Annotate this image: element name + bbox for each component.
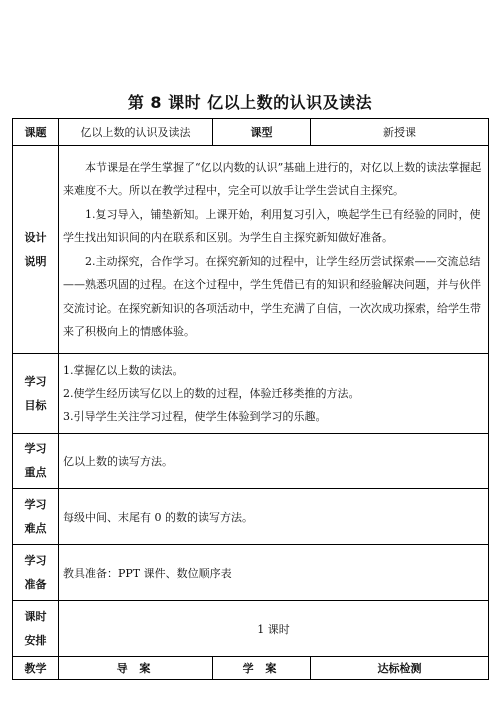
difficulties-row — [13, 489, 489, 545]
goals-content — [59, 354, 489, 434]
footer-study-plan: 学 案 — [213, 657, 311, 680]
lesson-plan-table — [12, 118, 489, 680]
difficulties-label — [13, 489, 59, 545]
schedule-label — [13, 601, 59, 657]
design-paragraph: 本节课是在学生掌握了“亿以内数的认识”基础上进行的，对亿以上数的读法掌握起来难度不大。所以在教学过程中，完全可以放手让学生尝试自主探究。 — [63, 160, 482, 197]
goals-label-line1: 学习 — [24, 374, 47, 388]
design-row — [13, 146, 489, 354]
key-points-label-line2: 重点 — [24, 466, 47, 479]
footer-assessment: 达标检测 — [311, 657, 489, 680]
preparation-label — [13, 545, 59, 601]
goal-item: 1.掌握亿以上数的读法。 — [63, 364, 184, 377]
goals-label — [13, 354, 59, 434]
design-label — [13, 146, 59, 354]
topic-value: 亿以上数的认识及读法 — [59, 119, 213, 146]
key-points-label — [13, 434, 59, 489]
preparation-label-line2: 准备 — [24, 577, 47, 591]
footer-row — [13, 657, 489, 680]
difficulties-label-line1: 学习 — [24, 497, 47, 511]
key-points-text: 亿以上数的读写方法。 — [59, 434, 489, 489]
design-content — [59, 146, 489, 354]
page-title: 第 8 课时 亿以上数的认识及读法 — [127, 93, 373, 112]
goals-label-line2: 目标 — [24, 398, 47, 412]
type-label: 课型 — [213, 119, 311, 146]
difficulties-text: 每级中间、末尾有 0 的数的读写方法。 — [59, 489, 489, 545]
preparation-text: 教具准备：PPT 课件、数位顺序表 — [59, 545, 489, 601]
preparation-row — [13, 545, 489, 601]
design-paragraph: 2.主动探究，合作学习。在探究新知的过程中，让学生经历尝试探索——交流总结——熟悉巩固的过程。在这个过程中，学生凭借已有的知识和经验解决问题，并与伙伴交流讨论。在探究新知识的各项活动中，学生充满了自信，一次次成功探索，给学生带来了积极向上的情感体验。 — [63, 254, 481, 338]
design-label-line1: 设计 — [24, 230, 47, 244]
goals-row — [13, 354, 489, 434]
goal-item: 3.引导学生关注学习过程，使学生体验到学习的乐趣。 — [63, 410, 327, 423]
footer-teaching: 教学 — [13, 657, 59, 680]
topic-label: 课题 — [13, 119, 59, 146]
schedule-label-line1: 课时 — [24, 609, 47, 623]
footer-guide-plan: 导 案 — [59, 657, 213, 680]
key-points-row — [13, 434, 489, 489]
schedule-text: 1 课时 — [59, 601, 489, 657]
schedule-label-line2: 安排 — [24, 633, 47, 647]
preparation-label-line1: 学习 — [24, 553, 47, 567]
key-points-label-line1: 学习 — [24, 442, 47, 455]
difficulties-label-line2: 难点 — [24, 521, 47, 535]
header-row — [13, 119, 489, 146]
schedule-row — [13, 601, 489, 657]
design-label-line2: 说明 — [24, 254, 47, 268]
goal-item: 2.使学生经历读写亿以上的数的过程，体验迁移类推的方法。 — [63, 387, 360, 400]
type-value: 新授课 — [311, 119, 489, 146]
design-paragraph: 1.复习导入，铺垫新知。上课开始，利用复习引入，唤起学生已有经验的同时，使学生找出知识间的内在联系和区别。为学生自主探究新知做好准备。 — [63, 207, 481, 244]
